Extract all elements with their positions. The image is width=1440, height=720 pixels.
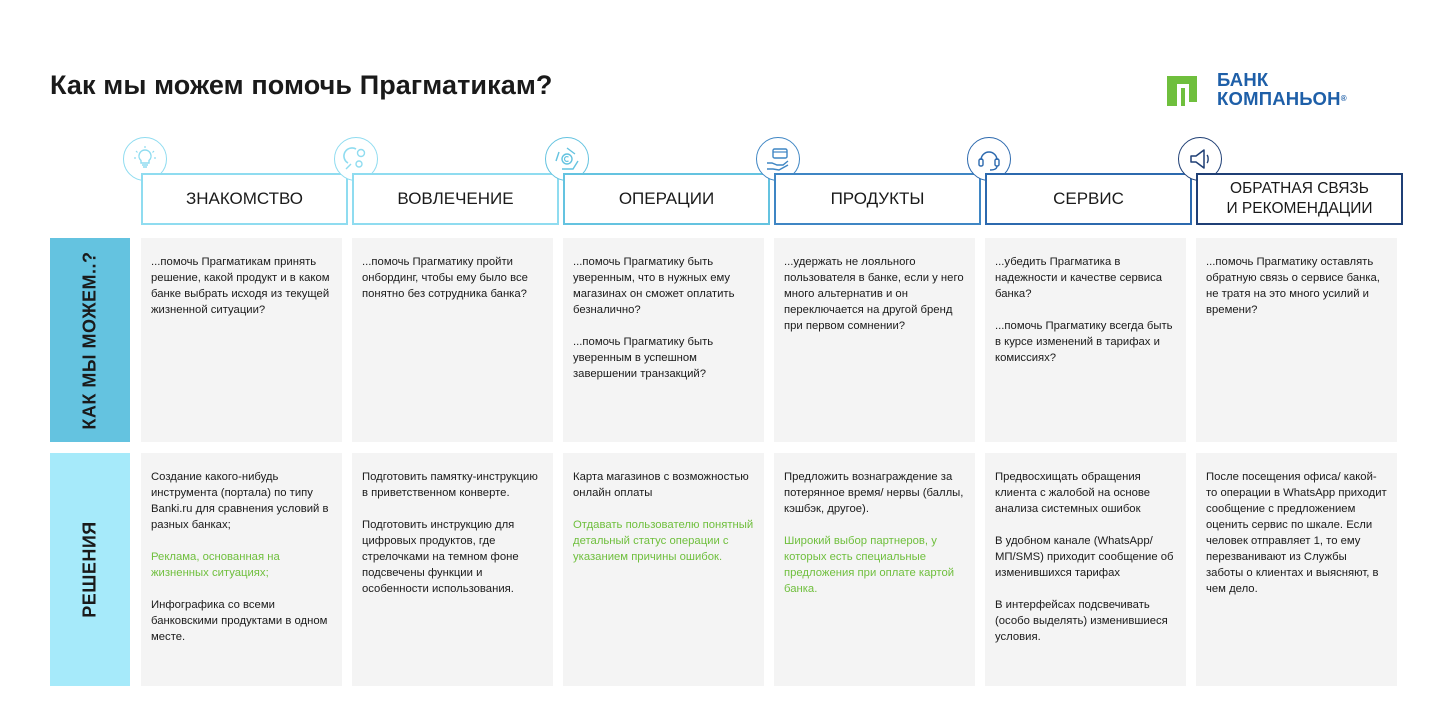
solution-highlight-text: Широкий выбор партнеров, у которых есть специальные предложения при оплате картой банка. [784, 535, 955, 595]
how-text: ...убедить Прагматика в надежности и качестве сервиса банка? [995, 256, 1163, 300]
how-text: ...помочь Прагматику оставлять обратную связь о сервисе банка, не тратя на это много усилий и времени? [1206, 256, 1380, 316]
solution-cell [1196, 453, 1397, 686]
column-header-label: ЗНАКОМСТВО [185, 189, 304, 208]
column-header-label: ОПЕРАЦИИ [618, 189, 715, 208]
logo-line-1: БАНК [1217, 69, 1269, 90]
solution-cell [352, 453, 553, 686]
how-cell [352, 238, 553, 442]
column-header-label: ВОВЛЕЧЕНИЕ [397, 189, 514, 208]
solution-text: Создание какого-нибудь инструмента (портала) по типу Banki.ru для сравнения условий в разных банках; [151, 471, 329, 531]
how-cell [985, 238, 1186, 442]
how-cell [1196, 238, 1397, 442]
how-cell [141, 238, 342, 442]
how-text: ...помочь Прагматику всегда быть в курсе изменений в тарифах и комиссиях? [995, 320, 1173, 364]
solution-text: В удобном канале (WhatsApp/ МП/SMS) приходит сообщение об изменившихся тарифах [995, 535, 1174, 579]
column-header-label: ПРОДУКТЫ [830, 189, 925, 208]
how-text: ...помочь Прагматикам принять решение, какой продукт и в каком банке выбрать исходя из текущей жизненной ситуации? [151, 256, 330, 316]
solution-text: Карта магазинов с возможностью онлайн оплаты [573, 471, 749, 499]
row-label-how: КАК МЫ МОЖЕМ..? [50, 238, 130, 442]
solution-cell [774, 453, 975, 686]
column-header [774, 173, 981, 225]
solution-text: После посещения офиса/ какой-то операции в WhatsApp приходит сообщение с предложением оценить сервис по шкале. Если человек отправляет 1, то ему перезванивают из Службы заботы о клиентах и выясняют, в чем дело. [1206, 471, 1387, 595]
page-title: Как мы можем помочь Прагматикам? [50, 70, 553, 100]
column-header-label: ОБРАТНАЯ СВЯЗЬ И РЕКОМЕНДАЦИИ [1226, 180, 1373, 217]
solution-highlight-text: Отдавать пользователю понятный детальный статус операции с указанием причины ошибок. [573, 519, 754, 563]
solution-text: В интерфейсах подсвечивать (особо выделять) изменившиеся условия. [995, 599, 1168, 643]
solution-highlight-text: Реклама, основанная на жизненных ситуациях; [151, 551, 280, 579]
solution-text: Подготовить памятку-инструкцию в приветственном конверте. [362, 471, 538, 499]
solution-text: Предложить вознаграждение за потерянное время/ нервы (баллы, кэшбэк, другое). [784, 471, 964, 515]
solution-text: Подготовить инструкцию для цифровых продуктов, где стрелочками на темном фоне подсвечены функции и особенности использования. [362, 519, 519, 595]
column-header [563, 173, 770, 225]
solution-cell [985, 453, 1186, 686]
solution-cell [141, 453, 342, 686]
solution-text: Инфографика со всеми банковскими продуктами в одном месте. [151, 599, 328, 643]
row-label-solutions: РЕШЕНИЯ [50, 453, 130, 686]
solution-text: Предвосхищать обращения клиента с жалобой на основе анализа системных ошибок [995, 471, 1151, 515]
column-header [985, 173, 1192, 225]
logo-line-2: КОМПАНЬОН [1217, 88, 1341, 109]
how-text: ...помочь Прагматику быть уверенным, что в нужных ему магазинах он сможет оплатить безналично? [573, 256, 735, 316]
column-header [141, 173, 348, 225]
registered-mark: ® [1340, 94, 1347, 103]
how-text: ...помочь Прагматику пройти онбординг, чтобы ему было все понятно без сотрудника банка? [362, 256, 528, 300]
how-cell [563, 238, 764, 442]
solution-cell [563, 453, 764, 686]
how-text: ...помочь Прагматику быть уверенным в успешном завершении транзакций? [573, 336, 714, 380]
how-text: ...удержать не лояльного пользователя в банке, если у него много альтернатив и он переключается на другой бренд при первом сомнении? [784, 256, 964, 332]
logo-text [1217, 70, 1347, 108]
logo-mark-icon [1163, 72, 1203, 110]
bank-logo [1163, 70, 1393, 112]
column-header-label: СЕРВИС [1053, 189, 1124, 208]
column-header [1196, 173, 1403, 225]
column-header [352, 173, 559, 225]
how-cell [774, 238, 975, 442]
